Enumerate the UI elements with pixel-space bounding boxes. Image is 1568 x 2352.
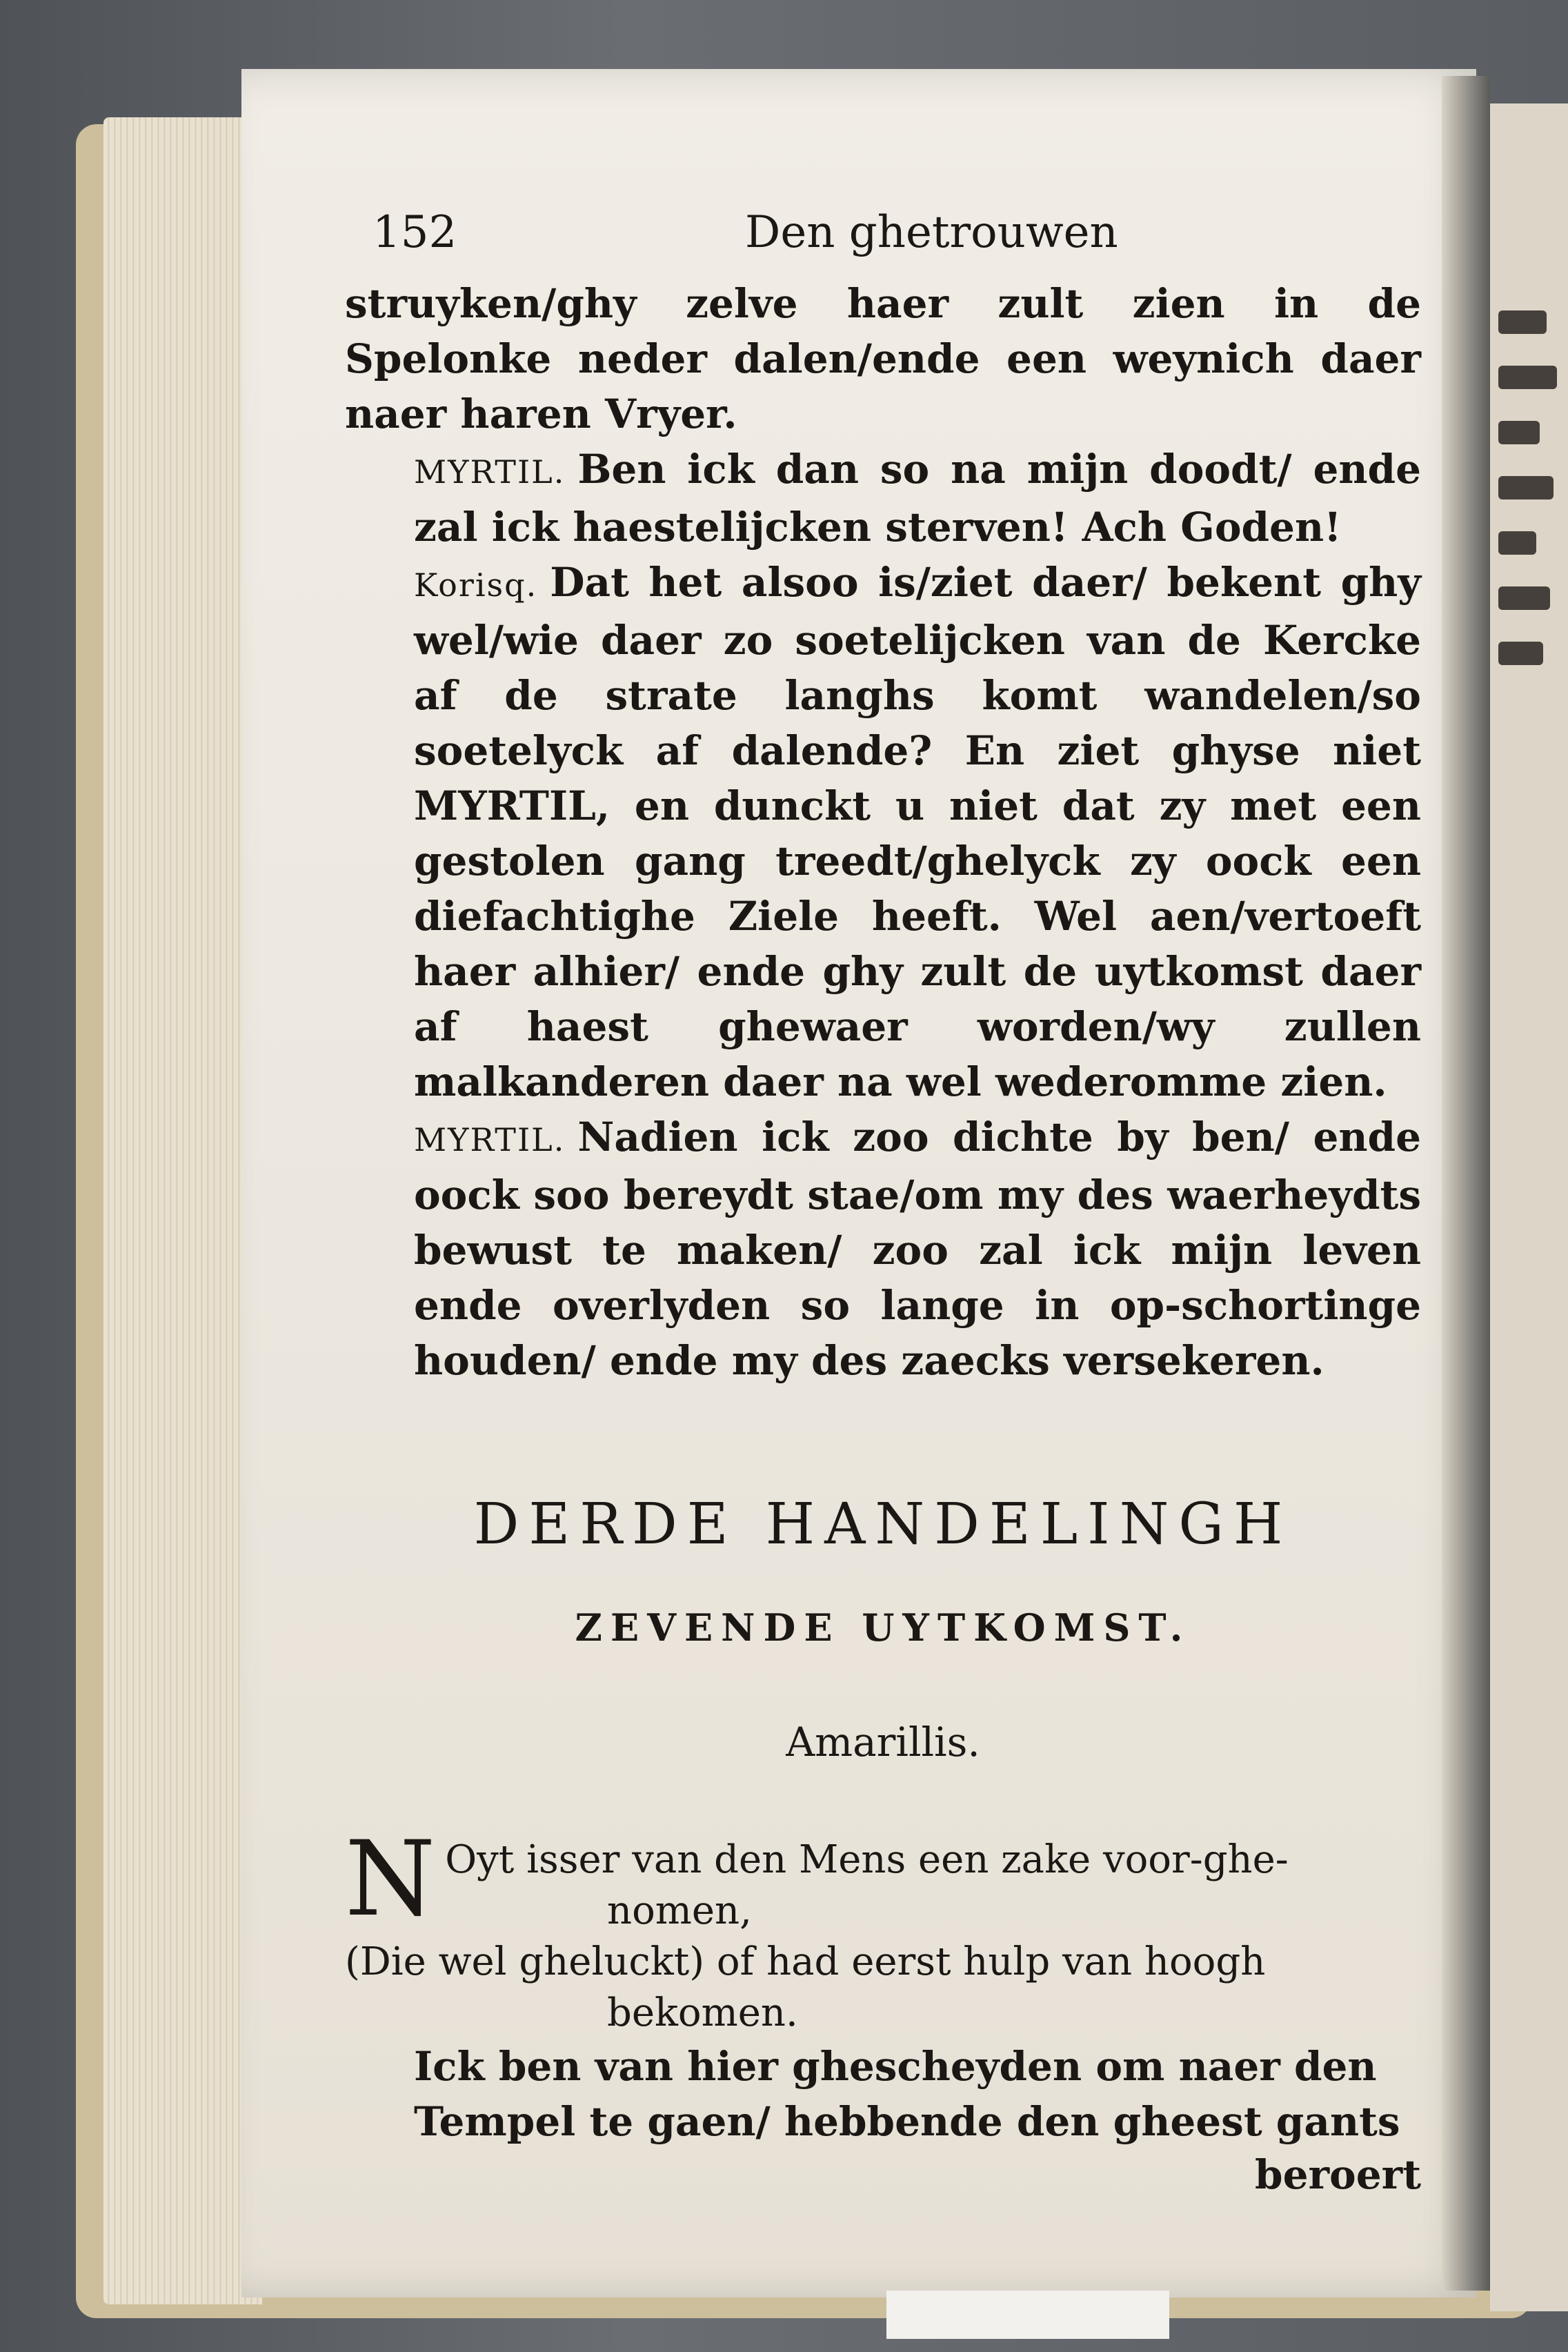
- catchword: beroert: [1255, 2151, 1421, 2198]
- running-head: [345, 193, 1421, 276]
- character-name: Amarillis.: [786, 1719, 980, 1766]
- facing-page: [1490, 103, 1568, 2311]
- speaker-name: MYRTIL.: [414, 453, 566, 491]
- verse-line: (Die wel gheluckt) of had eerst hulp van hoogh: [345, 1939, 1266, 1984]
- page-edges: [103, 117, 262, 2304]
- page-text: [345, 193, 1421, 2200]
- act-heading: DERDE HANDELINGH: [473, 1492, 1293, 1557]
- verse-line: Ick ben van hier ghescheyden om naer den Tempel te gaen/ hebbende den gheest gants: [414, 2043, 1400, 2145]
- speech: [345, 1109, 1421, 1388]
- verse-line-continuation: nomen,: [607, 1888, 752, 1933]
- drop-cap: N: [345, 1819, 436, 1939]
- speech: [345, 555, 1421, 1109]
- page-tab: [886, 2291, 1169, 2339]
- verse-line-continuation: bekomen.: [607, 1990, 798, 2035]
- scene-heading: ZEVENDE UYTKOMST.: [575, 1605, 1191, 1650]
- speech: [345, 442, 1421, 555]
- speaker-name: MYRTIL.: [414, 1121, 566, 1158]
- speech-text: Ben ick dan so na mijn doodt/ ende zal ick haestelijcken sterven! Ach Goden!: [414, 446, 1421, 551]
- speaker-name: Korisq.: [414, 566, 538, 604]
- speech-text: Dat het alsoo is/ziet daer/ bekent ghy wel/wie daer zo soetelijcken van de Kercke af de strate langhs komt wandelen/so soetelyck af dalende? En ziet ghyse niet MYRTIL, en dunckt u niet dat zy met een gestolen gang treedt/ghelyck zy oock een diefachtighe Ziele heeft. Wel aen/vertoeft haer alhier/ ende ghy zult de uytkomst daer af haest ghewaer worden/wy zullen malkanderen daer na wel wederomme zien.: [414, 559, 1421, 1105]
- speech-text: Nadien ick zoo dichte by ben/ ende oock soo bereydt stae/om my des waerheydts bewust te maken/ zoo zal ick mijn leven ende overlyden so lange in op-schortinge houden/ ende my des zaecks versekeren.: [414, 1114, 1421, 1384]
- verse-line: Oyt isser van den Mens een zake voor-ghe-: [445, 1837, 1289, 1882]
- verse-block: [345, 1819, 1421, 2200]
- paragraph: struyken/ghy zelve haer zult zien in de Spelonke neder dalen/ende een weynich daer naer haren Vryer.: [345, 280, 1421, 437]
- running-title: Den ghetrouwen: [745, 207, 1118, 258]
- page-number: 152: [373, 207, 457, 258]
- book-gutter: [1442, 76, 1490, 2291]
